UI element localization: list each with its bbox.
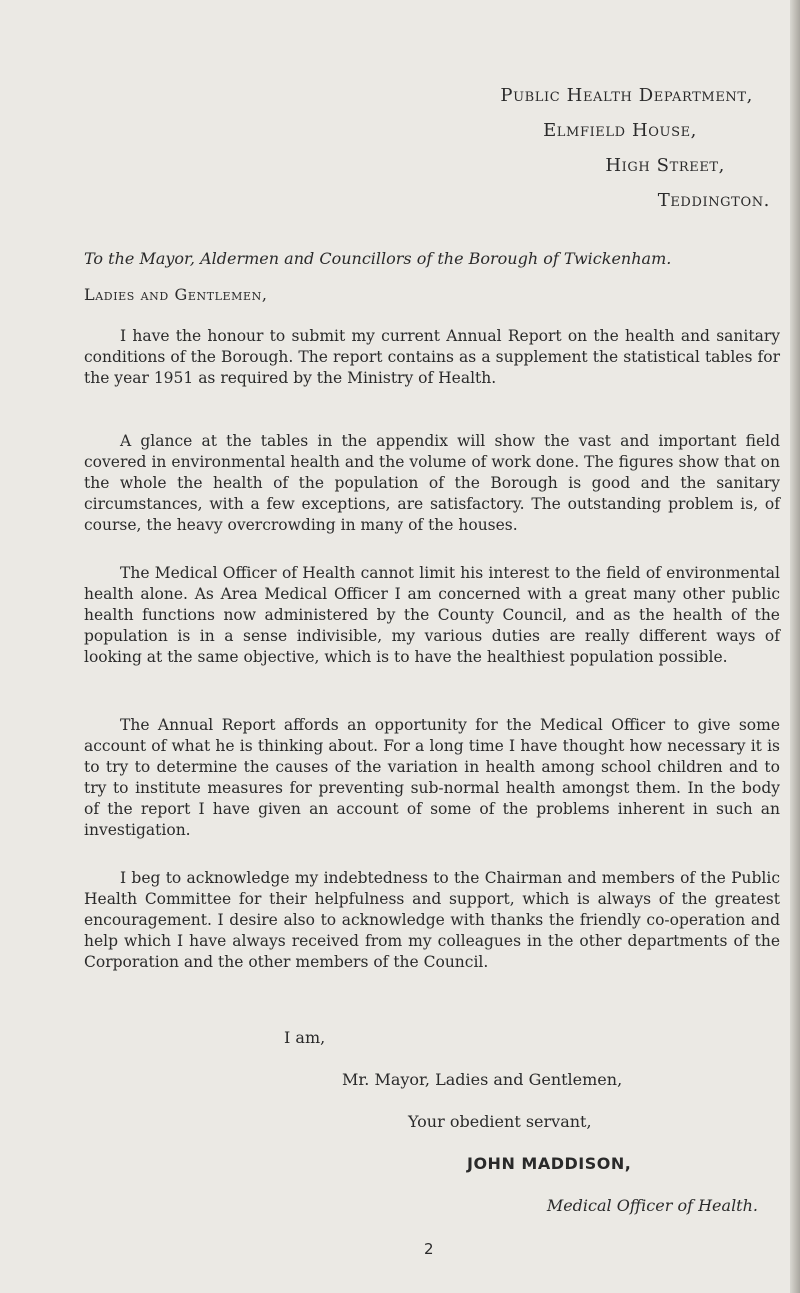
signatory-name: JOHN MADDISON, [467, 1154, 632, 1173]
closing-address-line: Mr. Mayor, Ladies and Gentlemen, [342, 1070, 623, 1089]
address-line-street: High Street, [605, 155, 725, 176]
address-line-house: Elmfield House, [543, 120, 697, 141]
paragraph-area-duties: The Medical Officer of Health cannot limit his interest to the field of environmental health alone. As Area Medical Officer I am concerned with a great many other public health functions now administered by the County Council, and as the health of the population is in a sense indivisible, my various duties are really different ways of looking at the same objective, which is to have the healthiest population possible. [84, 564, 780, 666]
salutation: Ladies and Gentlemen, [84, 285, 268, 304]
closing-valediction: Your obedient servant, [408, 1112, 592, 1131]
closing-i-am: I am, [284, 1028, 326, 1047]
page-number: 2 [424, 1240, 434, 1258]
paragraph-school-health: The Annual Report affords an opportunity for the Medical Officer to give some account of what he is thinking about. For a long time I have thought how necessary it is to try to determine the causes of the variation in health among school children and to try to institute measures for preventing sub-normal health amongst them. In the body of the report I have given an account of some of the problems inherent in such an investigation. [84, 716, 780, 839]
paragraph-acknowledgements: I beg to acknowledge my indebtedness to the Chairman and members of the Public Health Committee for their helpfulness and support, which is always of the greatest encouragement. I desire also to acknowledge with thanks the friendly co-operation and help which I have always received from my colleagues in the other departments of the Corporation and the other members of the Council. [84, 869, 780, 971]
address-line-department: Public Health Department, [500, 85, 753, 106]
page-edge-shadow [790, 0, 800, 1293]
addressee-line: To the Mayor, Aldermen and Councillors of the Borough of Twickenham. [84, 249, 672, 268]
sender-address [350, 78, 770, 218]
signatory-title: Medical Officer of Health. [546, 1196, 758, 1215]
address-line-town: Teddington. [657, 190, 770, 211]
paragraph-tables-overview: A glance at the tables in the appendix will show the vast and important field covered in environmental health and the volume of work done. The figures show that on the whole the health of the population of the Borough is good and the sanitary circumstances, with a few exceptions, are satisfactory. The outstanding problem is, of course, the heavy overcrowding in many of the houses. [84, 432, 780, 534]
paragraph-report-intro: I have the honour to submit my current Annual Report on the health and sanitary conditions of the Borough. The report contains as a supplement the statistical tables for the year 1951 as required by the Ministry of Health. [84, 327, 780, 387]
